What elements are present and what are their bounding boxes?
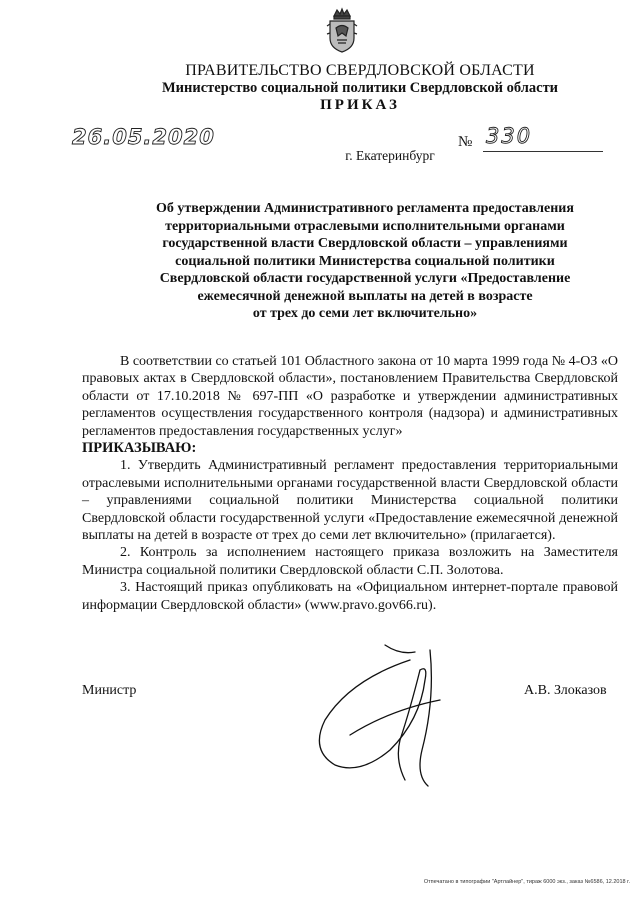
title-line: социальной политики Министерства социальной политики — [175, 253, 555, 269]
title-line: от трех до семи лет включительно» — [252, 306, 478, 321]
title-line: ежемесячной денежной выплаты на детей в возрасте — [197, 288, 533, 304]
handwritten-signature — [290, 640, 480, 790]
number-label: № — [458, 134, 473, 150]
preamble-paragraph: В соответствии со статьей 101 Областного закона от 10 марта 1999 года № 4-ОЗ «О правовых актах в Свердловской области», постановлением Правительства Свердловской области от 17.10.2018 № 697-ПП «О разработке и утверждении административных регламентов осуществления государственного контроля (надзора) и административных регламентов предоставления государственных услуг» — [82, 354, 618, 439]
title-line: Свердловской области государственной услуги «Предоставление — [159, 271, 571, 286]
printer-note: Отпечатано в типографии "Артлайнер", тираж 6000 экз., заказ №6586, 12.2018 г. — [423, 879, 630, 885]
government-heading: ПРАВИТЕЛЬСТВО СВЕРДЛОВСКОЙ ОБЛАСТИ — [185, 62, 535, 79]
signer-name: А.В. Злоказов — [524, 683, 607, 698]
order-number: 330 — [486, 124, 533, 148]
coat-of-arms-emblem — [325, 6, 359, 54]
title-line: территориальными отраслевыми исполнительными органами — [165, 218, 565, 234]
item-1-paragraph: 1. Утвердить Административный регламент предоставления территориальными отраслевыми исполнительными органами государственной власти Свердловской области – управлениями социальной политики Министерства социальной политики Свердловской области государственной услуги «Предоставление ежемесячной денежной выплаты на детей в возрасте от трех до семи лет включительно» (прилагается). — [82, 458, 618, 544]
title-line: Об утверждении Административного регламента предоставления — [156, 201, 574, 216]
item-2-paragraph: 2. Контроль за исполнением настоящего приказа возложить на Заместителя Министра социальной политики Свердловской области С.П. Золотова. — [82, 545, 618, 578]
item-3-paragraph: 3. Настоящий приказ опубликовать на «Официальном интернет-портале правовой информации Свердловской области» (www.pravo.gov66.ru). — [82, 580, 618, 613]
order-date: 26.05.2020 — [72, 125, 215, 149]
order-body — [82, 353, 618, 614]
document-type: ПРИКАЗ — [320, 97, 400, 113]
ministry-heading: Министерство социальной политики Свердловской области — [161, 80, 559, 96]
signer-position: Министр — [82, 683, 137, 698]
decree-heading: ПРИКАЗЫВАЮ: — [82, 440, 197, 457]
title-line: государственной власти Свердловской области – управлениями — [162, 236, 568, 251]
order-title — [120, 200, 610, 323]
city: г. Екатеринбург — [345, 148, 435, 163]
